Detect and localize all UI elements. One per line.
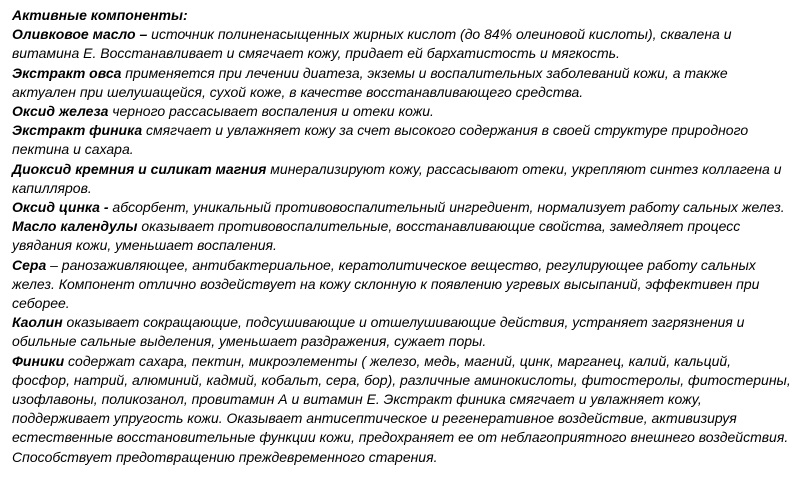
ingredient-description: применяется при лечении диатеза, экземы и воспалительных заболеваний кожи, а также актуален при шелушащейся, сухой коже, в качестве восстанавливающего средства.	[12, 64, 728, 100]
section-heading: Активные компоненты:	[12, 7, 188, 23]
ingredient-silica-magnesium-silicate	[12, 160, 792, 198]
ingredient-term: Сера	[12, 256, 47, 273]
ingredient-dates	[12, 352, 792, 467]
ingredient-olive-oil	[12, 25, 792, 63]
ingredient-zinc-oxide	[12, 198, 792, 217]
ingredient-description: абсорбент, уникальный противовоспалительный ингредиент, нормализует работу сальных желез.	[108, 199, 785, 216]
ingredient-term: Каолин	[12, 314, 63, 331]
ingredient-term: Финики	[12, 352, 65, 369]
ingredient-term: Экстракт овса	[12, 64, 122, 81]
ingredient-term: Оксид железа	[12, 103, 109, 120]
document-body	[12, 6, 792, 467]
ingredient-description: оказывает сокращающие, подсушивающие и отшелушивающие действия, устраняет загрязнения и обильные сальные выделения, уменьшает раздражения, сужает поры.	[12, 314, 745, 350]
ingredient-term: Оливковое масло –	[12, 26, 148, 43]
ingredient-calendula-oil	[12, 217, 792, 255]
ingredient-sulfur	[12, 256, 792, 314]
ingredient-date-extract	[12, 121, 792, 159]
ingredient-description: оказывает противовоспалительные, восстанавливающие свойства, замедляет процесс увядания кожи, уменьшает воспаления.	[12, 218, 741, 254]
ingredient-oat-extract	[12, 64, 792, 102]
ingredient-description: минерализируют кожу, рассасывают отеки, укрепляют синтез коллагена и капилляров.	[12, 160, 782, 196]
ingredient-term: Диоксид кремния и силикат магния	[12, 160, 267, 177]
ingredient-description: источник полиненасыщенных жирных кислот (до 84% олеиновой кислоты), сквалена и витамина Е. Восстанавливает и смягчает кожу, придает ей бархатистость и мягкость.	[12, 26, 732, 62]
ingredient-term: Экстракт финика	[12, 122, 143, 139]
ingredient-term: Масло календулы	[12, 218, 138, 235]
ingredient-description: содержат сахара, пектин, микроэлементы ( железо, медь, магний, цинк, марганец, калий, кальций, фосфор, натрий, алюминий, кадмий, кобальт, сера, бор), различные аминокислоты, фитостеролы, фитостерины, изофлавоны, поликозанол, провитамин А и витамин Е. Экстракт финика смягчает и увлажняет кожу, поддерживает упругость кожи. Оказывает антисептическое и регенеративное воздействие, активизируя естественные восстановительные функции кожи, предохраняет ее от неблагоприятного внешнего воздействия. Способствует предотвращению преждевременного старения.	[12, 352, 791, 465]
ingredient-description: – ранозаживляющее, антибактериальное, кератолитическое вещество, регулирующее работу сальных желез. Компонент отлично воздействует на кожу склонную к появлению угревых высыпаний, эффективен при себорее.	[12, 256, 760, 312]
ingredient-term: Оксид цинка -	[12, 199, 109, 216]
ingredient-iron-oxide	[12, 102, 792, 121]
ingredient-description: смягчает и увлажняет кожу за счет высокого содержания в своей структуре природного пектина и сахара.	[12, 122, 749, 158]
ingredient-description: черного рассасывает воспаления и отеки кожи.	[108, 103, 434, 120]
ingredient-kaolin	[12, 313, 792, 351]
